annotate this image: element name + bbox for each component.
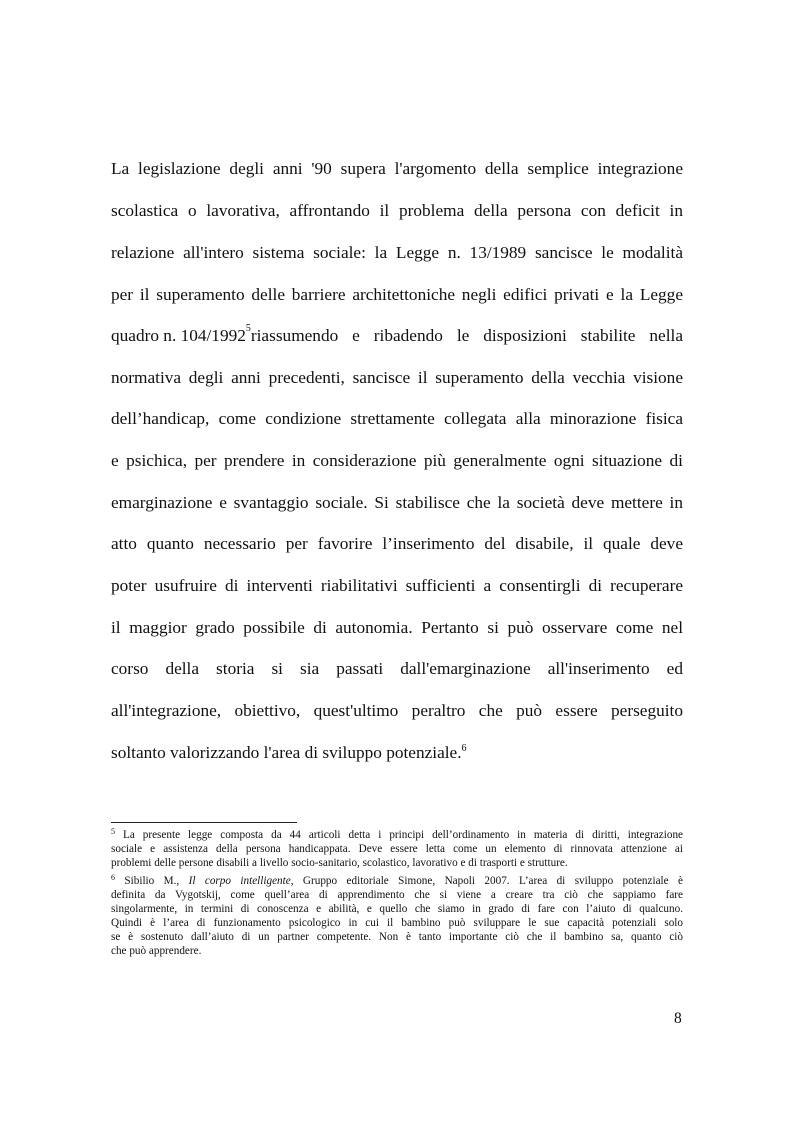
footnote-book-title: Il corpo intelligente, bbox=[188, 875, 294, 887]
page-number: 8 bbox=[674, 1010, 682, 1027]
body-text-line: il maggior grado possibile di autonomia. Pertanto si può osservare come nel bbox=[111, 618, 683, 637]
footnote-author: Sibilio M., bbox=[115, 875, 189, 887]
footnote-text: La presente legge composta da 44 articoli detta i principi dell’ordinamento in materia di diritti, integrazione bbox=[115, 829, 683, 841]
body-text-fragment: soltanto valorizzando l'area di sviluppo potenziale. bbox=[111, 743, 462, 762]
body-text-line: all'integrazione, obiettivo, quest'ultimo peraltro che può essere perseguito bbox=[111, 701, 683, 720]
body-text-line: relazione all'intero sistema sociale: la Legge n. 13/1989 sancisce le modalità bbox=[111, 243, 683, 262]
footnote-5-line: problemi delle persone disabili a livello socio-sanitario, scolastico, lavorativo e di trasporti e strutture. bbox=[111, 857, 568, 869]
body-text-line bbox=[111, 325, 683, 347]
body-text-line: normativa degli anni precedenti, sancisce il superamento della vecchia visione bbox=[111, 368, 683, 387]
footnote-6-line: che può apprendere. bbox=[111, 945, 202, 957]
footnote-6-line: singolarmente, in termini di conoscenza e abilità, e quello che siamo in grado di fare con l’aiuto di qualcuno. bbox=[111, 903, 683, 915]
body-text-line bbox=[111, 742, 683, 767]
footnote-5-line: sociale e assistenza della persona handicappata. Deve essere letta come un elemento di rinnovata attenzione ai bbox=[111, 843, 683, 855]
footnote-6-line: definita da Vygotskij, come quell’area di apprendimento che si viene a creare tra ciò che sappiamo fare bbox=[111, 889, 683, 901]
footnote-marker: 6 bbox=[111, 873, 115, 882]
body-text-line: La legislazione degli anni '90 supera l'argomento della semplice integrazione bbox=[111, 159, 683, 178]
body-text-line: poter usufruire di interventi riabilitativi sufficienti a consentirgli di recuperare bbox=[111, 576, 683, 595]
footnote-text: Gruppo editoriale Simone, Napoli 2007. L’area di sviluppo potenziale è bbox=[293, 875, 683, 887]
body-text-line: emarginazione e svantaggio sociale. Si stabilisce che la società deve mettere in bbox=[111, 493, 683, 512]
body-text-fragment: quadro n. 104/1992 bbox=[111, 326, 246, 345]
footnote-5 bbox=[111, 829, 683, 842]
body-text-line: per il superamento delle barriere architettoniche negli edifici privati e la Legge bbox=[111, 285, 683, 304]
body-text-line: dell’handicap, come condizione strettamente collegata alla minorazione fisica bbox=[111, 409, 683, 428]
footnote-ref-5[interactable]: 5 bbox=[245, 323, 251, 334]
footnote-6-line: Quindi è l’area di funzionamento psicologico in cui il bambino può sviluppare le sue capacità potenziali solo bbox=[111, 917, 683, 929]
body-text-line: e psichica, per prendere in considerazione più generalmente ogni situazione di bbox=[111, 451, 683, 470]
footnote-6-line: se è sostenuto dall’aiuto di un partner competente. Non è tanto importante ciò che il bambino sa, quanto ciò bbox=[111, 931, 683, 943]
footnote-6 bbox=[111, 875, 683, 888]
body-text-line: scolastica o lavorativa, affrontando il problema della persona con deficit in bbox=[111, 201, 683, 220]
footnote-ref-6[interactable]: 6 bbox=[461, 743, 467, 754]
body-text-line: atto quanto necessario per favorire l’inserimento del disabile, il quale deve bbox=[111, 534, 683, 553]
body-text-line: corso della storia si sia passati dall'emarginazione all'inserimento ed bbox=[111, 659, 683, 678]
body-text-fragment: riassumendo e ribadendo le disposizioni stabilite nella bbox=[250, 326, 683, 345]
footnote-separator bbox=[111, 822, 297, 823]
footnote-marker: 5 bbox=[111, 827, 115, 836]
